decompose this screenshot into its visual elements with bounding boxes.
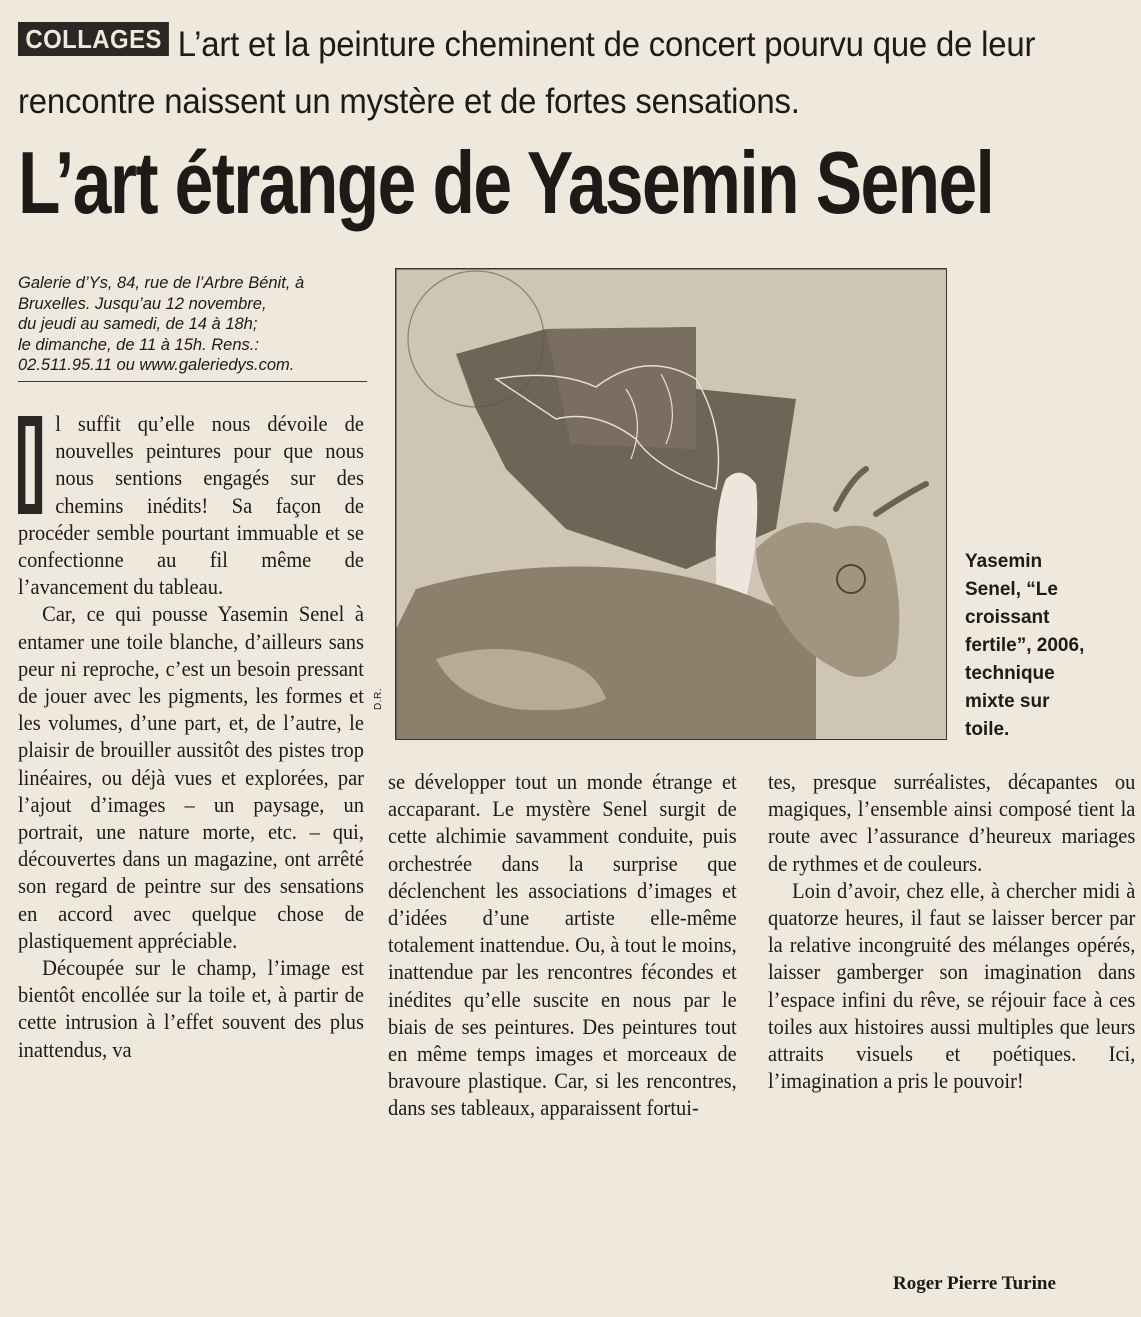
body-column-1 — [18, 410, 364, 1063]
photo-caption: Yasemin Senel, “Le croissant fertile”, 2006, technique mixte sur toile. — [965, 551, 1085, 740]
body-paragraph: Découpée sur le champ, l’image est bientôt encollée sur la toile et, à partir de cette intrusion à l’effet souvent des plus inattendus, va — [18, 955, 364, 1062]
artwork-illustration — [396, 269, 947, 740]
body-paragraph: Car, ce qui pousse Yasemin Senel à entamer une toile blanche, d’ailleurs sans peur ni reproche, c’est un besoin pressant de jouer avec les pigments, les formes et les volumes, d’une part, et, de l’autre, le plaisir de brouiller aussitôt des pistes trop linéaires, ou déjà vues et explorées, par l’ajout d’images – un paysage, un portrait, une nature morte, etc. – qui, découvertes dans un magazine, ont arrêté son regard de peintre sur des sensations en accord avec quelque chose de plastiquement appréciable. — [18, 601, 364, 953]
body-paragraph: Loin d’avoir, chez elle, à chercher midi à quatorze heures, il faut se laisser bercer par la relative incongruité des mélanges opérés, laisser gamberger son imagination dans l’espace infini du rêve, se réjouir face à ces toiles aux histoires aussi multiples que leurs attraits visuels et poétiques. Ici, l’imagination a pris le pouvoir! — [768, 877, 1136, 1094]
drop-cap — [18, 416, 42, 514]
paragraph-text: l suffit qu’elle nous dévoile de nouvelles peintures pour que nous nous sentions engagés sur des chemins inédits! Sa façon de procéder semble pourtant immuable et se confectionne au fil même de l’avancement du tableau. — [18, 411, 364, 600]
standfirst: L’art et la peinture cheminent de concert pourvu que de leur rencontre naissent un mystère et de fortes sensations. — [18, 25, 1036, 121]
artwork-photo — [395, 268, 947, 740]
body-paragraph: tes, presque surréalistes, décapantes ou magiques, l’ensemble ainsi composé tient la route avec l’assurance d’heureux mariages de rythmes et de couleurs. — [768, 769, 1136, 876]
body-paragraph — [18, 410, 364, 600]
photo-credit: D.R. — [373, 688, 384, 710]
section-kicker: COLLAGES — [18, 22, 169, 56]
body-paragraph: se développer tout un monde étrange et accaparant. Le mystère Senel surgit de cette alchimie savamment conduite, puis orchestrée dans la surprise que déclenchent les associations d’images et d’idées d’une artiste elle-même totalement inattendue. Ou, à tout le moins, inattendue par les rencontres fécondes et inédites qu’elle suscite en nous par le biais de ses peintures. Des peintures tout en même temps images et morceaux de bravoure plastique. Car, si les rencontres, dans ses tableaux, apparaissent fortui- — [388, 769, 737, 1121]
body-column-3 — [768, 768, 1135, 1094]
headline: L’art étrange de Yasemin Senel — [18, 133, 994, 232]
body-column-2 — [388, 768, 737, 1122]
info-divider — [18, 381, 367, 382]
exhibition-info: Galerie d’Ys, 84, rue de l’Arbre Bénit, à Bruxelles. Jusqu’au 12 novembre, du jeudi au samedi, de 14 à 18h; le dimanche, de 11 à 15h. Rens.: 02.511.95.11 ou www.galeriedys.com. — [18, 274, 305, 374]
byline: Roger Pierre Turine — [893, 1273, 1056, 1294]
